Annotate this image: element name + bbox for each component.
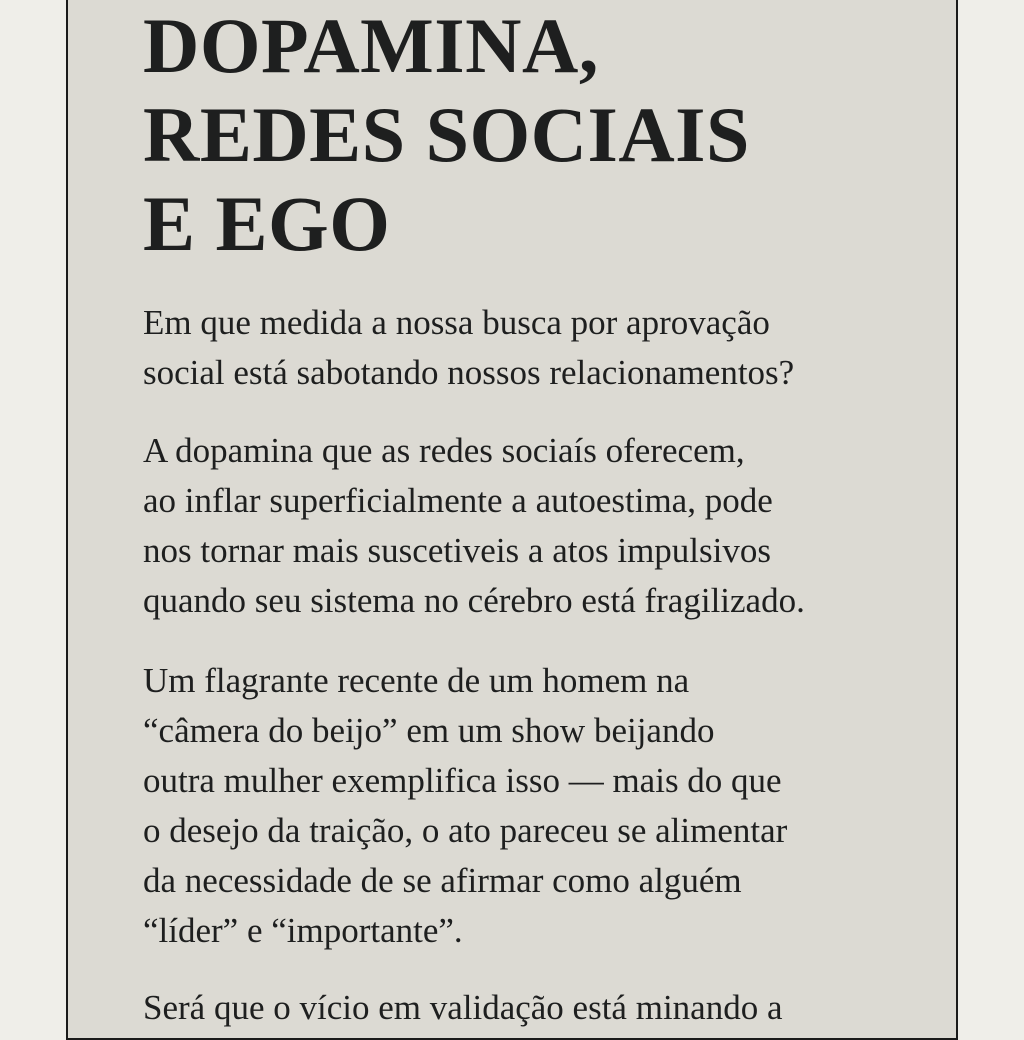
text-line: “câmera do beijo” em um show beijando <box>143 711 715 750</box>
text-line: A dopamina que as redes sociaís oferecem, <box>143 431 745 470</box>
text-line: “líder” e “importante”. <box>143 911 463 950</box>
text-line: nos tornar mais suscetiveis a atos impulsivos <box>143 531 771 570</box>
paragraph-closing <box>143 983 783 1033</box>
text-line: social está sabotando nossos relacionamentos? <box>143 353 795 392</box>
title-line: E EGO <box>143 180 391 267</box>
text-line: Em que medida a nossa busca por aprovação <box>143 303 770 342</box>
text-line: outra mulher exemplifica isso — mais do que <box>143 761 782 800</box>
article-title <box>143 1 750 268</box>
text-line: da necessidade de se afirmar como alguém <box>143 861 742 900</box>
text-line: quando seu sistema no cérebro está fragilizado. <box>143 581 805 620</box>
title-line: REDES SOCIAIS <box>143 91 750 178</box>
text-line: o desejo da traição, o ato pareceu se alimentar <box>143 811 788 850</box>
text-line: Será que o vício em validação está minando a <box>143 988 783 1027</box>
text-line: ao inflar superficialmente a autoestima, pode <box>143 481 773 520</box>
paragraph-dopamine <box>143 426 805 626</box>
text-line: Um flagrante recente de um homem na <box>143 661 690 700</box>
subtitle-question <box>143 298 794 398</box>
paragraph-example <box>143 656 787 956</box>
title-line: DOPAMINA, <box>143 2 599 89</box>
